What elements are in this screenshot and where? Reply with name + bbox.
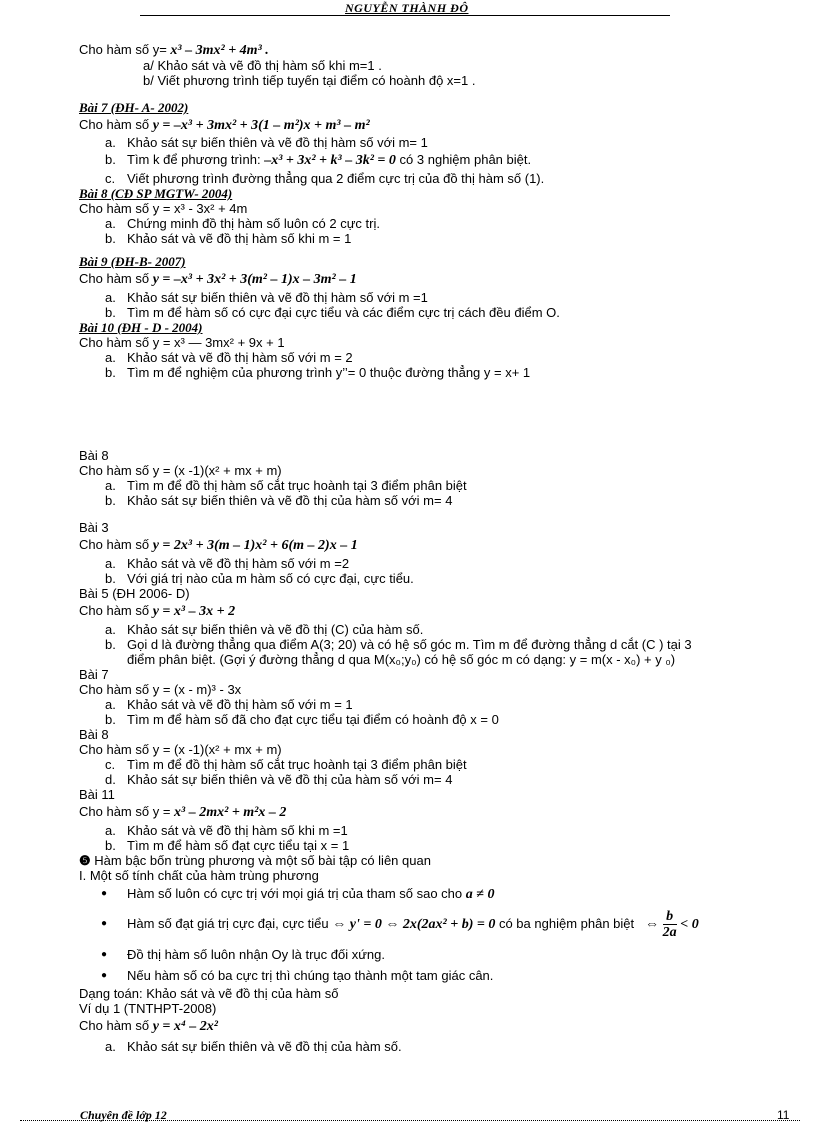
list-item: a. Khảo sát sự biến thiên và vẽ đồ thị hàm số với m =1 [105,290,428,305]
list-item: c. Viết phương trình đường thẳng qua 2 điểm cực trị của đồ thị hàm số (1). [105,171,545,186]
example-intro: Cho hàm số y = x⁴ – 2x² [79,1018,218,1034]
list-item: b. Tìm m để hàm số đã cho đạt cực tiểu tại điểm có hoành độ x = 0 [105,712,499,727]
list-item: a. Khảo sát sự biến thiên và vẽ đồ thị hàm số với m= 1 [105,135,428,150]
list-item: a. Khảo sát và vẽ đồ thị hàm số khi m =1 [105,823,348,838]
ex1-intro: Cho hàm số y= x³ – 3mx² + 4m³ . [79,42,269,58]
section-subheading: I. Một số tính chất của hàm trùng phương [79,868,319,883]
bai10-intro: Cho hàm số y = x³ — 3mx² + 9x + 1 [79,335,285,350]
list-item-cont: điểm phân biệt. (Gợi ý đường thẳng d qua M(x₀;y₀) có hệ số góc m có dạng: y = m(x - x₀) + y ₀) [127,652,676,667]
bai3-title: Bài 3 [79,520,109,535]
example-title: Ví dụ 1 (TNTHPT-2008) [79,1001,217,1016]
footer-title: Chuyên đề lớp 12 [80,1108,167,1122]
fraction: $\frac{b}{2a}$ [662,909,677,941]
bai7b-intro: Cho hàm số y = (x - m)³ - 3x [79,682,242,697]
problem-type: Dạng toán: Khảo sát và vẽ đồ thị của hàm số [79,986,339,1001]
list-item: a. Chứng minh đồ thị hàm số luôn có 2 cực trị. [105,216,380,231]
bai7-title: Bài 7 (ĐH- A- 2002) [79,100,189,115]
bai8c-intro: Cho hàm số y = (x -1)(x² + mx + m) [79,742,282,757]
bai11-intro: Cho hàm số y = x³ – 2mx² + m²x – 2 [79,804,287,820]
page-header: NGUYỄN THÀNH ĐÔ [345,1,469,15]
bai9-intro: Cho hàm số y = –x³ + 3x² + 3(m² – 1)x – 3m² – 1 [79,271,357,287]
section-heading: ❺ Hàm bậc bốn trùng phương và một số bài tập có liên quan [79,853,431,868]
section-number-icon: ❺ [79,853,91,868]
bai8-intro: Cho hàm số y = x³ - 3x² + 4m [79,201,248,216]
list-item: b. Tìm m để hàm số có cực đại cực tiểu và các điểm cực trị cách đều điểm O. [105,305,560,320]
list-item: a. Khảo sát sự biến thiên và vẽ đồ thị của hàm số. [105,1039,402,1054]
list-item: b. Khảo sát sự biến thiên và vẽ đồ thị của hàm số với m= 4 [105,493,453,508]
list-item: d. Khảo sát sự biến thiên và vẽ đồ thị của hàm số với m= 4 [105,772,453,787]
bai9-title: Bài 9 (ĐH-B- 2007) [79,254,186,269]
list-item: a. Khảo sát và vẽ đồ thị hàm số với m =2 [105,556,350,571]
bai8b-title: Bài 8 [79,448,109,463]
bai8-title: Bài 8 (CĐ SP MGTW- 2004) [79,186,233,201]
bullet-item: ● Nếu hàm số có ba cực trị thì chúng tạo thành một tam giác cân. [79,966,799,986]
bai5-intro: Cho hàm số y = x³ – 3x + 2 [79,603,236,619]
page-number: 11 [777,1108,790,1122]
document-body [79,36,799,1057]
bullet-item: ● Hàm số luôn có cực trị với mọi giá trị của tham số sao cho a ≠ 0 [79,883,799,905]
ex1-part-a: a/ Khảo sát và vẽ đồ thị hàm số khi m=1 . [143,58,382,73]
bai3-intro: Cho hàm số y = 2x³ + 3(m – 1)x² + 6(m – 2)x – 1 [79,537,358,553]
bai7b-title: Bài 7 [79,667,109,682]
bai7-intro: Cho hàm số y = –x³ + 3mx² + 3(1 – m²)x + m³ – m² [79,117,370,133]
bai11-title: Bài 11 [79,787,115,802]
list-item: b. Khảo sát và vẽ đồ thị hàm số khi m = 1 [105,231,352,246]
list-item: b. Tìm m để hàm số đạt cực tiểu tại x = 1 [105,838,350,853]
ex1-formula: x³ – 3mx² + 4m³ . [170,43,269,58]
bai8c-title: Bài 8 [79,727,109,742]
bullet-item: ● Đồ thị hàm số luôn nhận Oy là trục đối xứng. [79,944,799,966]
list-item: b. Tìm k để phương trình: –x³ + 3x² + k³ – 3k² = 0 có 3 nghiệm phân biệt. [105,152,532,168]
list-item: c. Tìm m để đồ thị hàm số cắt trục hoành tại 3 điểm phân biệt [105,757,467,772]
bullet-item: ● Hàm số đạt giá trị cực đại, cực tiểu ⇔ y' = 0 ⇔ 2x(2ax² + b) = 0 có ba nghiệm phân biệt ⇔ $\frac{b}{2a}$ < 0 [79,905,799,944]
list-item: a. Khảo sát sự biến thiên và vẽ đồ thị (C) của hàm số. [105,622,424,637]
list-item: a. Khảo sát và vẽ đồ thị hàm số với m = 2 [105,350,353,365]
list-item: b. Tìm m để nghiệm của phương trình y’’= 0 thuộc đường thẳng y = x+ 1 [105,365,531,380]
bai8b-intro: Cho hàm số y = (x -1)(x² + mx + m) [79,463,282,478]
bai5-title: Bài 5 (ĐH 2006- D) [79,586,190,601]
list-item: a. Khảo sát và vẽ đồ thị hàm số với m = 1 [105,697,353,712]
bai10-title: Bài 10 (ĐH - D - 2004) [79,320,203,335]
list-item: b. Gọi d là đường thẳng qua điểm A(3; 20) và có hệ số góc m. Tìm m để đường thẳng d cắt (C ) tại 3 [105,637,692,652]
list-item: a. Tìm m để đồ thị hàm số cắt trục hoành tại 3 điểm phân biệt [105,478,467,493]
footer-rule [20,1120,800,1121]
ex1-part-b: b/ Viết phương trình tiếp tuyến tại điểm có hoành độ x=1 . [143,73,476,88]
list-item: b. Với giá trị nào của m hàm số có cực đại, cực tiểu. [105,571,414,586]
